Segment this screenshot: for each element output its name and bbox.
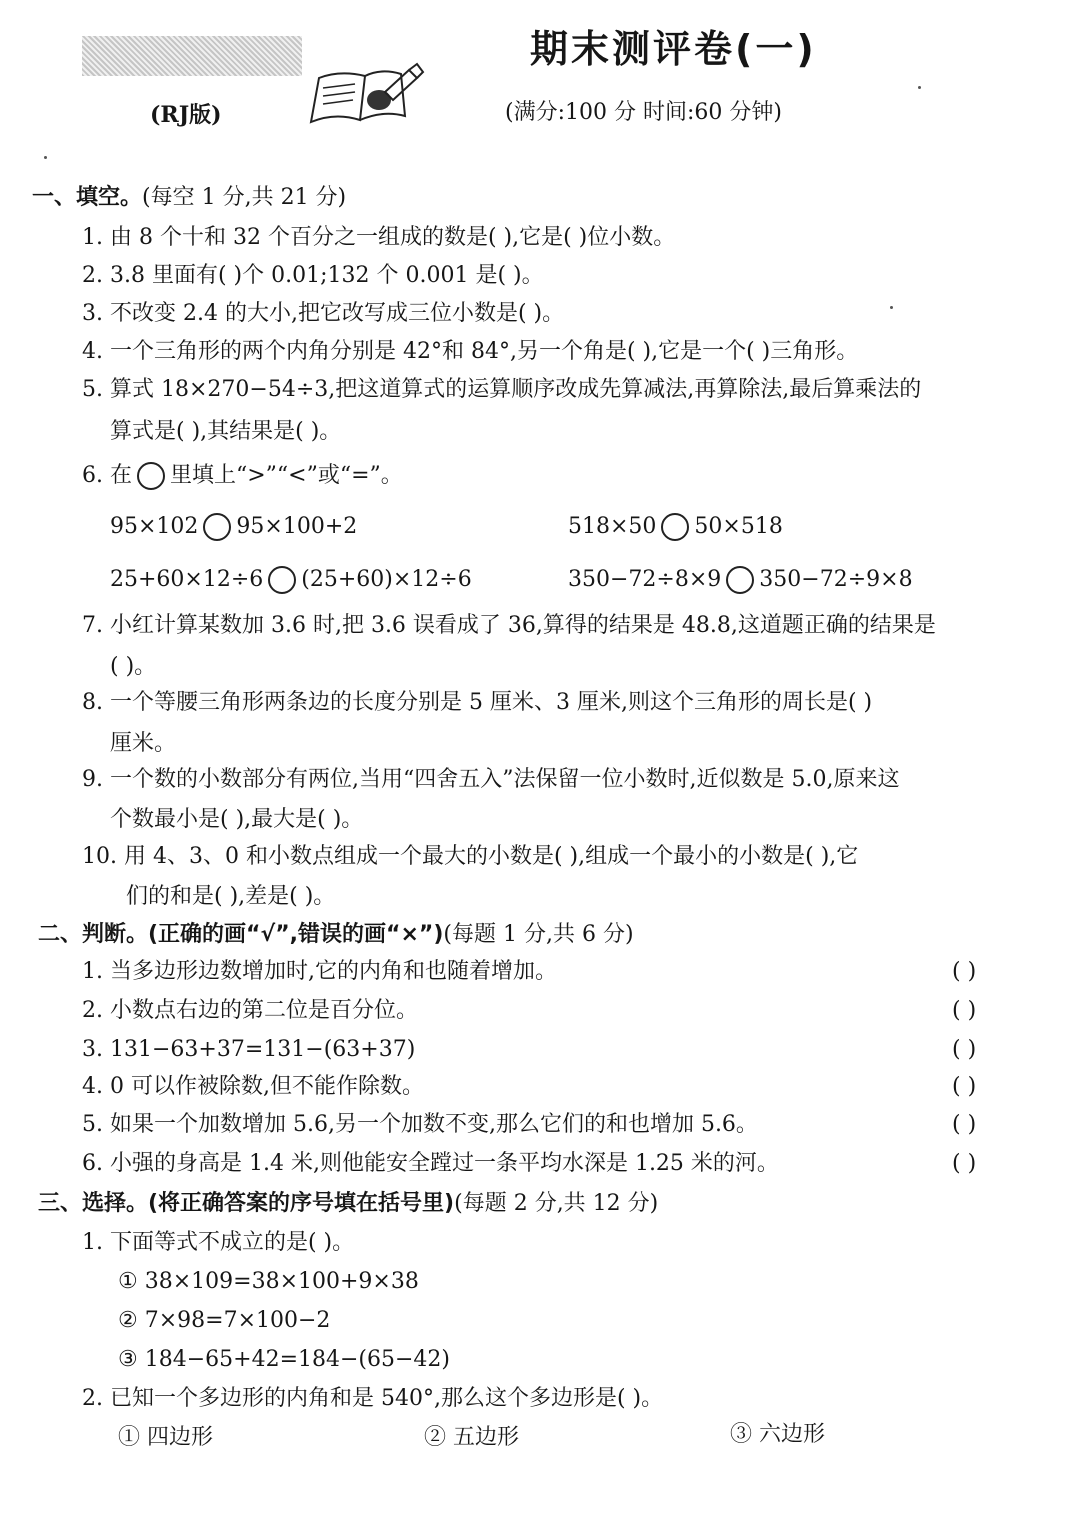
s1-question-7-line1: 7. 小红计算某数加 3.6 时,把 3.6 误看成了 36,算得的结果是 48.8,这道题正确的结果是 — [82, 613, 936, 638]
s3-question-2: 2. 已知一个多边形的内角和是 540°,那么这个多边形是( )。 — [82, 1386, 664, 1411]
s3-q2-option-2: ② 五边形 — [424, 1425, 519, 1450]
compare-circle-icon — [268, 566, 296, 594]
section-1-heading — [32, 187, 346, 209]
answer-bracket: ( ) — [952, 998, 977, 1023]
compare-circle-icon — [726, 566, 754, 594]
compare-circle-icon — [661, 513, 689, 541]
compare-circle-icon — [137, 462, 165, 490]
q6-row2-left — [110, 566, 472, 594]
section-2-title: 二、判断。(正确的画“√”,错误的画“×”) — [38, 922, 444, 947]
q6-expr: (25+60)×12÷6 — [301, 567, 472, 592]
q6-suffix: 里填上“>”“<”或“=”。 — [169, 463, 403, 488]
answer-bracket: ( ) — [952, 1037, 977, 1062]
section-2-note: (每题 1 分,共 6 分) — [443, 922, 634, 947]
s3-q1-option-2: ② 7×98=7×100−2 — [118, 1308, 331, 1333]
s2-item-3: 3. 131−63+37=131−(63+37) — [82, 1037, 416, 1062]
s3-question-1: 1. 下面等式不成立的是( )。 — [82, 1230, 355, 1255]
q6-expr: 350−72÷8×9 — [568, 567, 722, 592]
s3-q1-option-1: ① 38×109=38×100+9×38 — [118, 1269, 419, 1294]
blurred-stamp — [82, 36, 302, 76]
section-3-note: (每题 2 分,共 12 分) — [454, 1191, 659, 1216]
s2-item-2: 2. 小数点右边的第二位是百分位。 — [82, 998, 418, 1023]
answer-bracket: ( ) — [952, 959, 977, 984]
q6-expr: 350−72÷9×8 — [759, 567, 913, 592]
section-1-title: 一、填空。 — [32, 185, 143, 210]
s2-item-4: 4. 0 可以作被除数,但不能作除数。 — [82, 1074, 424, 1099]
q6-row2-right — [568, 566, 913, 594]
s3-q2-option-1: ① 四边形 — [118, 1425, 213, 1450]
s1-question-8-line1: 8. 一个等腰三角形两条边的长度分别是 5 厘米、3 厘米,则这个三角形的周长是( ) — [82, 690, 873, 715]
score-time-info: (满分:100 分 时间:60 分钟) — [505, 100, 782, 125]
page-title: 期末测评卷(一) — [530, 27, 817, 71]
book-lamp-illustration — [305, 62, 425, 132]
q6-expr: 50×518 — [694, 514, 783, 539]
s3-q1-option-3: ③ 184−65+42=184−(65−42) — [118, 1347, 451, 1372]
s1-question-2: 2. 3.8 里面有( )个 0.01;132 个 0.001 是( )。 — [82, 263, 544, 288]
q6-expr: 25+60×12÷6 — [110, 567, 264, 592]
s1-question-10-line1: 10. 用 4、3、0 和小数点组成一个最大的小数是( ),组成一个最小的小数是( ),它 — [82, 844, 859, 869]
s1-question-8-line2: 厘米。 — [110, 731, 177, 756]
section-2-heading — [38, 924, 634, 946]
s1-question-1: 1. 由 8 个十和 32 个百分之一组成的数是( ),它是( )位小数。 — [82, 225, 676, 250]
s2-item-6: 6. 小强的身高是 1.4 米,则他能安全蹚过一条平均水深是 1.25 米的河。 — [82, 1151, 779, 1176]
s1-question-3: 3. 不改变 2.4 的大小,把它改写成三位小数是( )。 — [82, 301, 565, 326]
scan-speck — [44, 156, 47, 159]
section-3-title: 三、选择。(将正确答案的序号填在括号里) — [38, 1191, 455, 1216]
s1-question-5-line1: 5. 算式 18×270−54÷3,把这道算式的运算顺序改成先算减法,再算除法,最后算乘法的 — [82, 377, 922, 402]
compare-circle-icon — [203, 513, 231, 541]
q6-expr: 95×102 — [110, 514, 199, 539]
section-3-heading — [38, 1193, 658, 1215]
section-1-note: (每空 1 分,共 21 分) — [142, 185, 347, 210]
q6-row1-left — [110, 513, 357, 541]
s1-question-7-line2: ( )。 — [110, 654, 157, 679]
s1-question-10-line2: 们的和是( ),差是( )。 — [126, 884, 336, 909]
q6-row1-right — [568, 513, 783, 541]
scan-speck — [890, 306, 893, 309]
q6-prefix: 6. 在 — [82, 463, 132, 488]
s2-item-1: 1. 当多边形边数增加时,它的内角和也随着增加。 — [82, 959, 557, 984]
edition-label: (RJ版) — [150, 102, 222, 128]
answer-bracket: ( ) — [952, 1112, 977, 1137]
q6-expr: 95×100+2 — [236, 514, 358, 539]
answer-bracket: ( ) — [952, 1074, 977, 1099]
scan-speck — [918, 86, 921, 89]
s3-q2-option-3: ③ 六边形 — [730, 1422, 825, 1447]
s1-question-4: 4. 一个三角形的两个内角分别是 42°和 84°,另一个角是( ),它是一个( )三角形。 — [82, 339, 859, 364]
s1-question-9-line1: 9. 一个数的小数部分有两位,当用“四舍五入”法保留一位小数时,近似数是 5.0,原来这 — [82, 767, 900, 792]
q6-expr: 518×50 — [568, 514, 657, 539]
s1-question-5-line2: 算式是( ),其结果是( )。 — [110, 419, 342, 444]
s2-item-5: 5. 如果一个加数增加 5.6,另一个加数不变,那么它们的和也增加 5.6。 — [82, 1112, 758, 1137]
s1-question-6 — [82, 462, 403, 490]
s1-question-9-line2: 个数最小是( ),最大是( )。 — [110, 807, 364, 832]
answer-bracket: ( ) — [952, 1151, 977, 1176]
